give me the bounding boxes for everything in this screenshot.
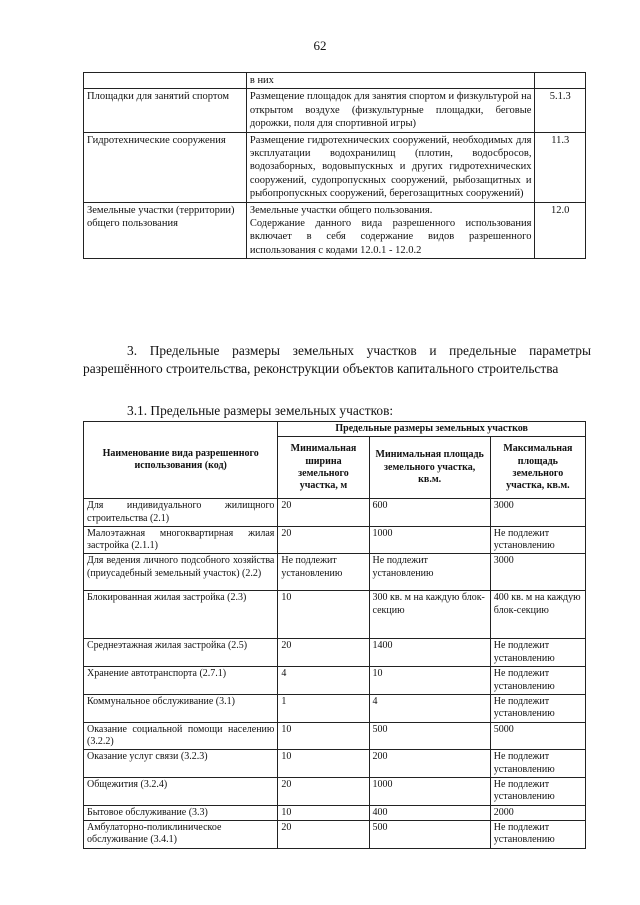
table-row — [84, 499, 586, 527]
table-row — [84, 695, 586, 723]
max-area-cell: 5000 — [490, 722, 585, 750]
use-name-cell: Земельные участки (территории) общего пользования — [84, 202, 247, 259]
min-width-cell: 10 — [278, 591, 369, 639]
table-row — [84, 132, 586, 202]
min-area-cell: 400 — [369, 805, 490, 820]
use-name-cell: Площадки для занятий спортом — [84, 89, 247, 132]
use-name-cell: Для ведения личного подсобного хозяйства (приусадебный земельный участок) (2.2) — [84, 554, 278, 591]
use-name-cell: Оказание услуг связи (3.2.3) — [84, 750, 278, 778]
min-area-cell: 1000 — [369, 526, 490, 554]
min-width-cell: 10 — [278, 722, 369, 750]
max-area-cell: 400 кв. м на каждую блок-секцию — [490, 591, 585, 639]
use-name-cell: Оказание социальной помощи населению (3.2.2) — [84, 722, 278, 750]
use-code-cell: 11.3 — [535, 132, 586, 202]
min-width-cell: 4 — [278, 667, 369, 695]
section-3-heading: 3. Предельные размеры земельных участков и предельные параметры разрешённого строительства, реконструкции объектов капитального строительства — [83, 343, 591, 376]
use-description-cell: Размещение площадок для занятия спортом и физкультурой на открытом воздухе (физкультурные площадки, беговые дорожки, поля для спортивной игры) — [246, 89, 535, 132]
max-area-cell: Не подлежит установлению — [490, 777, 585, 805]
min-width-cell: 20 — [278, 499, 369, 527]
use-description-cell: Размещение гидротехнических сооружений, необходимых для эксплуатации водохранилищ (плотин, водосбросов, водозаборных, водовыпускных и других гидротехнических сооружений, судопропускных сооружений, рыбозащитных и рыбопропускных сооружений, берегозащитных сооружений) — [246, 132, 535, 202]
use-name-cell: Блокированная жилая застройка (2.3) — [84, 591, 278, 639]
header-group-sizes: Предельные размеры земельных участков — [278, 422, 586, 437]
max-area-cell: Не подлежит установлению — [490, 639, 585, 667]
max-area-cell: 3000 — [490, 554, 585, 591]
max-area-cell: 2000 — [490, 805, 585, 820]
max-area-cell: Не подлежит установлению — [490, 750, 585, 778]
min-width-cell: Не подлежит установлению — [278, 554, 369, 591]
min-area-cell: 600 — [369, 499, 490, 527]
use-name-cell: Гидротехнические сооружения — [84, 132, 247, 202]
header-min-width: Минимальная ширина земельного участка, м — [278, 437, 369, 499]
min-area-cell: 10 — [369, 667, 490, 695]
max-area-cell: Не подлежит установлению — [490, 695, 585, 723]
use-code-cell — [535, 73, 586, 89]
table-row — [84, 639, 586, 667]
use-description-content: Содержание данного вида разрешенного использования включает в себя содержание видов разрешенного использования с кодами 12.0.1 - 12.0.2 — [249, 218, 532, 256]
min-area-cell: 500 — [369, 722, 490, 750]
section-3-1-heading: 3.1. Предельные размеры земельных участков: — [127, 403, 394, 418]
use-name-cell: Хранение автотранспорта (2.7.1) — [84, 667, 278, 695]
table-row — [84, 73, 586, 89]
use-name-cell — [84, 73, 247, 89]
table-row — [84, 554, 586, 591]
use-name-cell: Малоэтажная многоквартирная жилая застройка (2.1.1) — [84, 526, 278, 554]
use-description-cell — [246, 202, 535, 259]
min-area-cell: 300 кв. м на каждую блок-секцию — [369, 591, 490, 639]
min-width-cell: 20 — [278, 777, 369, 805]
use-name-cell: Коммунальное обслуживание (3.1) — [84, 695, 278, 723]
use-code-cell: 12.0 — [535, 202, 586, 259]
min-width-cell: 20 — [278, 526, 369, 554]
min-width-cell: 10 — [278, 750, 369, 778]
use-name-cell: Среднеэтажная жилая застройка (2.5) — [84, 639, 278, 667]
use-code-cell: 5.1.3 — [535, 89, 586, 132]
min-area-cell: 1000 — [369, 777, 490, 805]
header-use-name: Наименование вида разрешенного использования (код) — [84, 422, 278, 499]
min-area-cell: 1400 — [369, 639, 490, 667]
use-name-cell: Для индивидуального жилищного строительства (2.1) — [84, 499, 278, 527]
max-area-cell: Не подлежит установлению — [490, 821, 585, 849]
table-row — [84, 667, 586, 695]
table-row — [84, 591, 586, 639]
use-description-line: Земельные участки общего пользования. — [249, 204, 433, 216]
header-min-area: Минимальная площадь земельного участка, кв.м. — [369, 437, 490, 499]
min-area-cell: 4 — [369, 695, 490, 723]
table-row — [84, 526, 586, 554]
land-use-table-continued — [83, 72, 586, 259]
min-width-cell: 20 — [278, 639, 369, 667]
table-row — [84, 805, 586, 820]
max-area-cell: 3000 — [490, 499, 585, 527]
use-name-cell: Бытовое обслуживание (3.3) — [84, 805, 278, 820]
use-name-cell: Амбулаторно-поликлиническое обслуживание (3.4.1) — [84, 821, 278, 849]
min-area-cell: Не подлежит установлению — [369, 554, 490, 591]
page-number: 62 — [313, 38, 327, 53]
min-width-cell: 20 — [278, 821, 369, 849]
use-name-cell: Общежития (3.2.4) — [84, 777, 278, 805]
table-row — [84, 821, 586, 849]
table-row — [84, 89, 586, 132]
max-area-cell: Не подлежит установлению — [490, 667, 585, 695]
min-width-cell: 10 — [278, 805, 369, 820]
min-area-cell: 200 — [369, 750, 490, 778]
min-area-cell: 500 — [369, 821, 490, 849]
table-row — [84, 722, 586, 750]
min-width-cell: 1 — [278, 695, 369, 723]
table-row — [84, 750, 586, 778]
header-max-area: Максимальная площадь земельного участка, кв.м. — [490, 437, 585, 499]
max-area-cell: Не подлежит установлению — [490, 526, 585, 554]
table-row — [84, 202, 586, 259]
land-plot-sizes-table — [83, 421, 586, 849]
table-row — [84, 777, 586, 805]
use-description-cell: в них — [246, 73, 535, 89]
